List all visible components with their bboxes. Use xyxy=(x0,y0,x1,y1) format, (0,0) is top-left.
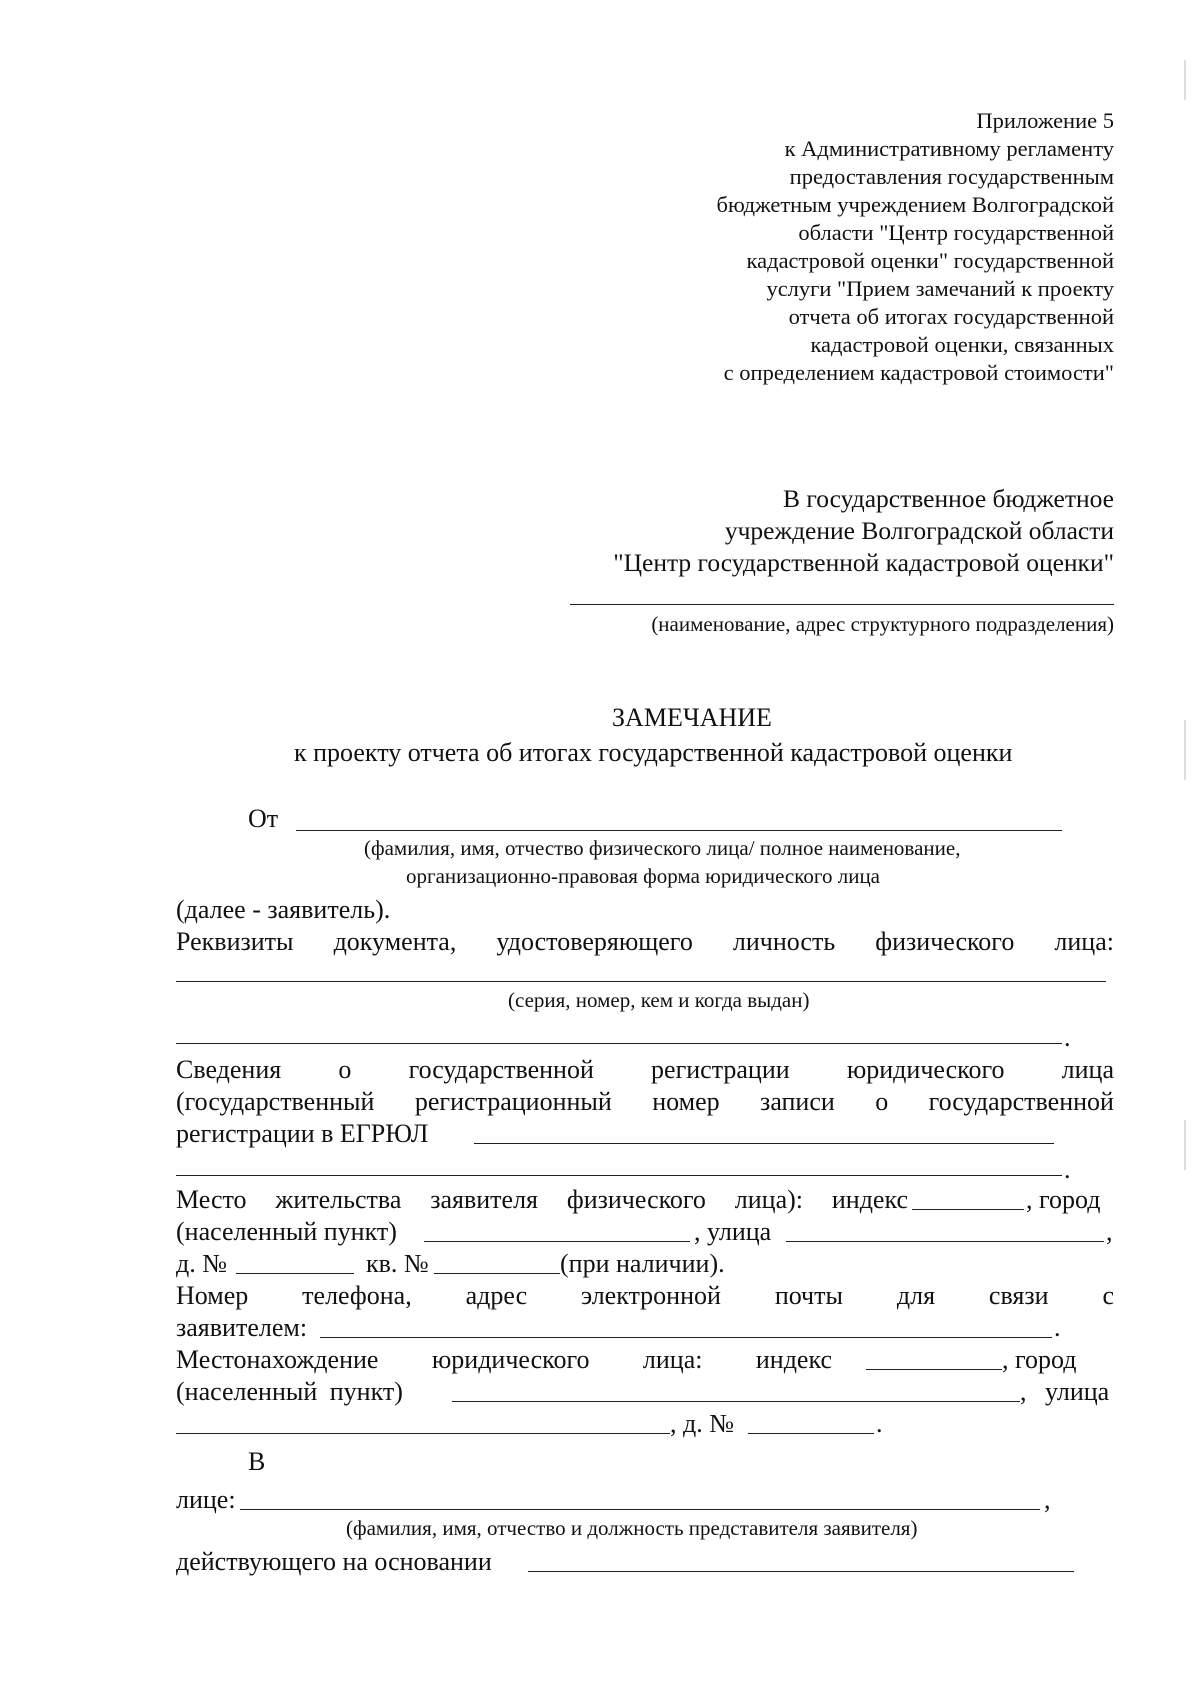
in-label: В xyxy=(248,1447,266,1476)
phone-word: телефона, xyxy=(302,1281,412,1310)
egrul-blank-line-2[interactable] xyxy=(176,1175,1062,1176)
from-label: От xyxy=(248,804,279,833)
appendix-line-2: к Административному регламенту xyxy=(784,136,1114,161)
addressee-line-2: учреждение Волгоградской области xyxy=(724,516,1114,545)
from-caption-line-2: организационно-правовая форма юридического лица xyxy=(406,864,881,888)
scan-artifact xyxy=(1184,60,1186,100)
id-word: удостоверяющего xyxy=(496,927,693,956)
house-label: д. № xyxy=(176,1249,228,1278)
house-field-2[interactable] xyxy=(748,1433,874,1434)
street-field[interactable] xyxy=(786,1241,1104,1242)
location-word: юридического xyxy=(431,1345,590,1374)
from-blank-line[interactable] xyxy=(296,830,1062,831)
from-caption-line-1: (фамилия, имя, отчество физического лица/ полное наименование, xyxy=(364,836,961,860)
residence-word: лица): xyxy=(734,1185,804,1214)
phone-word: Номер xyxy=(176,1281,249,1310)
addressee-blank-line[interactable] xyxy=(570,604,1114,605)
comma: , xyxy=(1106,1217,1113,1246)
apartment-field[interactable] xyxy=(434,1273,560,1274)
addressee-line-3: "Центр государственной кадастровой оценки" xyxy=(613,548,1114,577)
appendix-line-5: области "Центр государственной xyxy=(798,220,1114,245)
location-city-label xyxy=(1002,1347,1114,1373)
phone-word: адрес xyxy=(465,1281,528,1310)
id-document-caption: (серия, номер, кем и когда выдан) xyxy=(508,988,810,1012)
id-document-line xyxy=(176,929,1114,955)
scan-artifact xyxy=(1184,1120,1186,1170)
reg-word: (государственный xyxy=(176,1087,375,1116)
document-title: ЗАМЕЧАНИЕ xyxy=(612,703,772,732)
appendix-line-6: кадастровой оценки" государственной xyxy=(746,248,1114,273)
settlement-field[interactable] xyxy=(424,1241,690,1242)
reg-word: государственной xyxy=(408,1055,594,1084)
reg-word: о xyxy=(338,1055,352,1084)
settlement-field-2[interactable] xyxy=(452,1401,1020,1402)
period: . xyxy=(876,1409,883,1438)
phone-word: с xyxy=(1102,1281,1114,1310)
basis-label: действующего на основании xyxy=(176,1547,492,1576)
reg-word: юридического xyxy=(846,1055,1005,1084)
egrul-blank-line[interactable] xyxy=(474,1143,1054,1144)
document-subtitle: к проекту отчета об итогах государственной кадастровой оценки xyxy=(294,738,1013,767)
location-city-text: , город xyxy=(1002,1345,1077,1374)
phone-applicant-label: заявителем: xyxy=(176,1313,308,1342)
house-label-2: , д. № xyxy=(670,1409,735,1438)
period: . xyxy=(1064,1155,1071,1184)
registration-line-2 xyxy=(176,1089,1114,1115)
residence-index-field[interactable] xyxy=(912,1209,1024,1210)
street-label-2: , улица xyxy=(1020,1377,1110,1406)
period: . xyxy=(1064,1023,1071,1052)
id-word: физического xyxy=(875,927,1015,956)
appendix-line-4: бюджетным учреждением Волгоградской xyxy=(716,192,1114,217)
comma: , xyxy=(1044,1485,1051,1514)
street-field-2[interactable] xyxy=(176,1433,670,1434)
period: . xyxy=(1054,1313,1061,1342)
residence-word: Место xyxy=(176,1185,247,1214)
basis-field[interactable] xyxy=(528,1571,1074,1572)
location-word: индекс xyxy=(755,1345,832,1374)
id-word: личность xyxy=(732,927,836,956)
reg-word: записи xyxy=(760,1087,835,1116)
phone-word: связи xyxy=(988,1281,1049,1310)
appendix-line-9: кадастровой оценки, связанных xyxy=(810,332,1114,357)
residence-word: заявителя xyxy=(430,1185,539,1214)
id-document-blank-line[interactable] xyxy=(176,981,1106,982)
reg-word: регистрации xyxy=(651,1055,790,1084)
phone-line xyxy=(176,1283,1114,1309)
appendix-line-10: с определением кадастровой стоимости" xyxy=(723,360,1114,385)
person-label: лице: xyxy=(176,1485,236,1514)
representative-caption: (фамилия, имя, отчество и должность представителя заявителя) xyxy=(346,1516,918,1540)
phone-word: для xyxy=(896,1281,936,1310)
residence-word: физического xyxy=(566,1185,706,1214)
appendix-line-3: предоставления государственным xyxy=(789,164,1114,189)
id-document-blank-line-2[interactable] xyxy=(176,1043,1062,1044)
if-any-note: (при наличии). xyxy=(560,1249,725,1278)
addressee-caption: (наименование, адрес структурного подразделения) xyxy=(651,612,1114,636)
phone-email-field[interactable] xyxy=(320,1337,1052,1338)
id-word: документа, xyxy=(333,927,457,956)
residence-word: индекс xyxy=(831,1185,908,1214)
location-word: лица: xyxy=(642,1345,703,1374)
representative-field[interactable] xyxy=(240,1509,1040,1510)
appendix-line-7: услуги "Прием замечаний к проекту xyxy=(766,276,1114,301)
appendix-line-8: отчета об итогах государственной xyxy=(788,304,1114,329)
addressee-line-1: В государственное бюджетное xyxy=(783,484,1114,513)
reg-word: о xyxy=(875,1087,889,1116)
phone-word: электронной xyxy=(581,1281,721,1310)
id-word: лица: xyxy=(1054,927,1114,956)
registration-line-1 xyxy=(176,1057,1114,1083)
reg-word: государственной xyxy=(928,1087,1114,1116)
residence-line xyxy=(176,1187,908,1213)
residence-city-label: , город xyxy=(1026,1185,1101,1214)
street-label: , улица xyxy=(694,1217,772,1246)
reg-word: регистрационный xyxy=(414,1087,612,1116)
apartment-label: кв. № xyxy=(366,1249,429,1278)
house-field[interactable] xyxy=(236,1273,354,1274)
location-word: Местонахождение xyxy=(176,1345,379,1374)
settlement-label-2: (населенный пункт) xyxy=(176,1377,403,1406)
reg-word: Сведения xyxy=(176,1055,282,1084)
egrul-label: регистрации в ЕГРЮЛ xyxy=(176,1119,429,1148)
appendix-line-1: Приложение 5 xyxy=(976,108,1114,133)
phone-word: почты xyxy=(774,1281,843,1310)
applicant-note: (далее - заявитель). xyxy=(176,895,391,924)
scan-artifact xyxy=(1184,720,1186,780)
reg-word: лица xyxy=(1061,1055,1114,1084)
location-line xyxy=(176,1347,832,1373)
reg-word: номер xyxy=(652,1087,720,1116)
settlement-label: (населенный пункт) xyxy=(176,1217,397,1246)
location-index-field[interactable] xyxy=(866,1369,1002,1370)
residence-word: жительства xyxy=(275,1185,402,1214)
id-word: Реквизиты xyxy=(176,927,294,956)
